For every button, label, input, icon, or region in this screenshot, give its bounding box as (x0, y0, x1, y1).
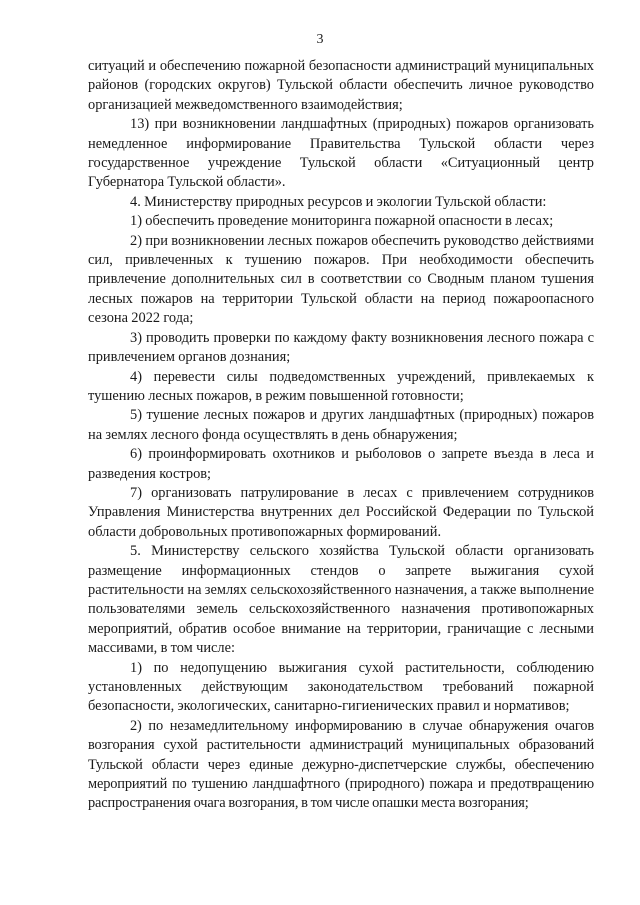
paragraph-section-4-item-3: 3) проводить проверки по каждому факту возникновения лесного пожара с привлечением органов дознания; (88, 329, 594, 366)
paragraph-section-4-item-6: 6) проинформировать охотников и рыболовов о запрете въезда в леса и разведения костров; (88, 446, 594, 482)
paragraph-section-5-item-2: 2) по незамедлительному информированию в случае обнаружения очагов возгорания сухой растительности администраций муниципальных образований Тульской области через единые дежурно-диспетчерские службы, обеспечению мероприятий по тушению ландшафтного (природного) пожара и предотвращению распространения очага возгорания, в том числе опашки места возгорания; (88, 717, 594, 812)
paragraph-item-13: 13) при возникновении ландшафтных (природных) пожаров организовать немедленное информирование Правительства Тульской области через государственное учреждение Тульской области «Ситуационный центр Губернатора Тульской области». (88, 116, 594, 191)
paragraph-section-5-item-1: 1) по недопущению выжигания сухой растительности, соблюдению установленных действующим законодательством требований пожарной безопасности, экологических, санитарно-гигиенических правил и нормативов; (88, 659, 594, 715)
paragraph-section-4-item-5: 5) тушение лесных пожаров и других ландшафтных (природных) пожаров на землях лесного фонда осуществлять в день обнаружения; (88, 407, 594, 443)
paragraph-section-4-item-2: 2) при возникновении лесных пожаров обеспечить руководство действиями сил, привлеченных к тушению пожаров. При необходимости обеспечить привлечение дополнительных сил в соответствии со Сводным планом тушения лесных пожаров на территории Тульской области на период пожароопасного сезона 2022 года; (88, 232, 594, 327)
paragraph-section-4-item-4: 4) перевести силы подведомственных учреждений, привлекаемых к тушению лесных пожаров, в режим повышенной готовности; (88, 368, 594, 404)
document-body (88, 57, 594, 814)
paragraph-section-4-heading: 4. Министерству природных ресурсов и экологии Тульской области: (130, 193, 547, 210)
paragraph-section-4-item-7: 7) организовать патрулирование в лесах с привлечением сотрудников Управления Министерства внутренних дел Российской Федерации по Тульской области добровольных противопожарных формирований. (88, 484, 594, 540)
paragraph-section-4-item-1: 1) обеспечить проведение мониторинга пожарной опасности в лесах; (130, 213, 554, 230)
paragraph-continuation: ситуаций и обеспечению пожарной безопасности администраций муниципальных районов (городских округов) Тульской области обеспечить личное руководство организацией межведомственного взаимодействия; (88, 58, 594, 113)
page-number: 3 (316, 32, 324, 47)
paragraph-section-5-heading: 5. Министерству сельского хозяйства Тульской области организовать размещение информационных стендов о запрете выжигания сухой растительности на землях сельскохозяйственного назначения, а также выполнение пользователями земель сельскохозяйственного назначения противопожарных мероприятий, обратив особое внимание на территории, граничащие с лесными массивами, в том числе: (88, 543, 594, 657)
